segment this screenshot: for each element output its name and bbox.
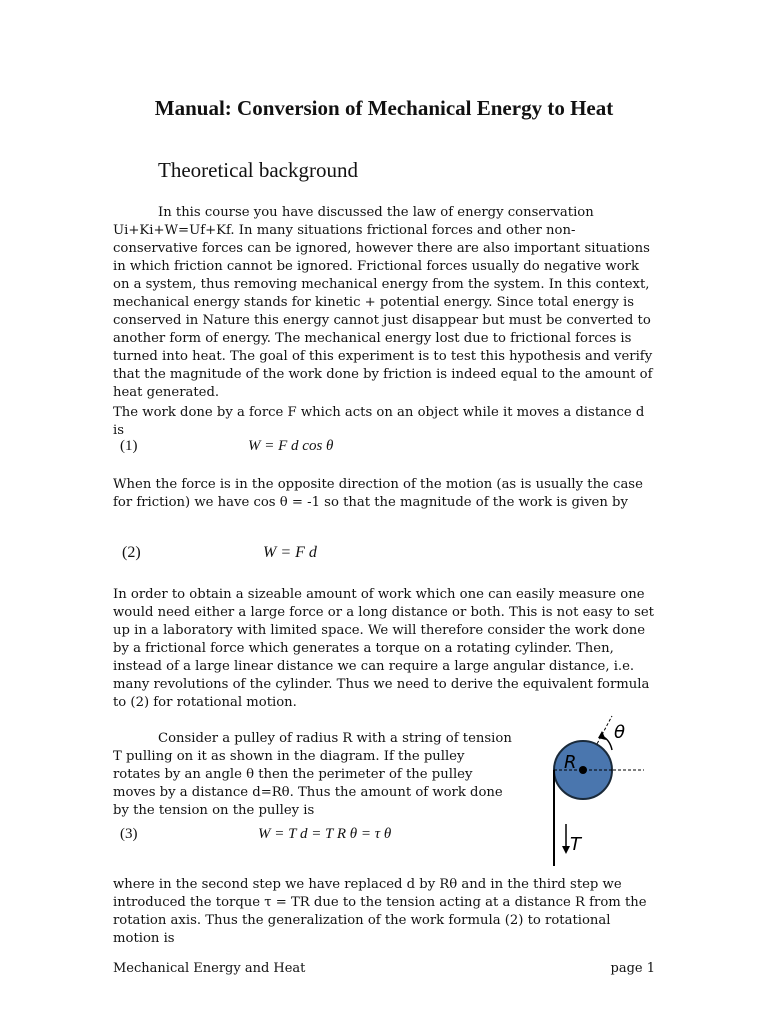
equation-number-3: (3) — [120, 826, 138, 842]
pulley-diagram — [540, 710, 650, 870]
page-number: page 1 — [610, 961, 655, 976]
intro-paragraph — [113, 204, 658, 402]
equation-number-1: (1) — [120, 438, 138, 454]
torque-paragraph: where in the second step we have replaced d by Rθ and in the third step we introduced the torque τ = TR due to the tension acting at a distance R from the rotation axis. Thus the generalization of the work formula (2) to rotational motion is — [113, 877, 647, 946]
opposite-direction-paragraph: When the force is in the opposite direction of the motion (as is usually the case for friction) we have cos θ = -1 so that the magnitude of the work is given by — [113, 477, 643, 510]
angle-arc-arrowhead — [598, 731, 606, 740]
footer-title: Mechanical Energy and Heat — [113, 961, 306, 976]
radius-label: R — [564, 752, 577, 773]
work-paragraph: The work done by a force F which acts on an object while it moves a distance d is — [113, 405, 645, 438]
pulley-paragraph — [113, 730, 513, 820]
rotational-motivation-paragraph: In order to obtain a sizeable amount of work which one can easily measure one would need either a large force or a long distance or both. This is not easy to set up in a laboratory with limited space. We will therefore consider the work done by a frictional force which generates a torque on a rotating cylinder. Then, instead of a large linear distance we can require a large angular distance, i.e. many revolutions of the cylinder. Thus we need to derive the equivalent formula to (2) for rotational motion. — [113, 587, 654, 710]
equation-number-2: (2) — [122, 544, 141, 561]
intro-text: In this course you have discussed the law of energy conservation Ui+Ki+W=Uf+Kf. In many situations frictional forces and other non-conservative forces can be ignored, however there are also important situations in which friction cannot be ignored. Frictional forces usually do negative work on a system, thus removing mechanical energy from the system. In this context, mechanical energy stands for kinetic + potential energy. Since total energy is conserved in Nature this energy cannot just disappear but must be converted to another form of energy. The mechanical energy lost due to frictional forces is turned into heat. The goal of this experiment is to test this hypothesis and verify that the magnitude of the work done by friction is indeed equal to the amount of heat generated. — [113, 205, 653, 400]
equation-2: W = F d — [263, 544, 317, 561]
section-heading: Theoretical background — [158, 158, 358, 182]
theta-label: θ — [614, 722, 626, 743]
tension-arrow-head — [562, 846, 570, 854]
equation-1: W = F d cos θ — [248, 438, 334, 454]
equation-3: W = T d = T R θ = τ θ — [258, 826, 392, 842]
pulley-axle — [579, 766, 587, 774]
pulley-text: Consider a pulley of radius R with a string of tension T pulling on it as shown in the diagram. If the pulley rotates by an angle θ then the perimeter of the pulley moves by a distance d=Rθ. Thus the amount of work done by the tension on the pulley is — [113, 731, 512, 818]
tension-label: T — [570, 834, 581, 855]
page-title: Manual: Conversion of Mechanical Energy to Heat — [154, 96, 614, 120]
